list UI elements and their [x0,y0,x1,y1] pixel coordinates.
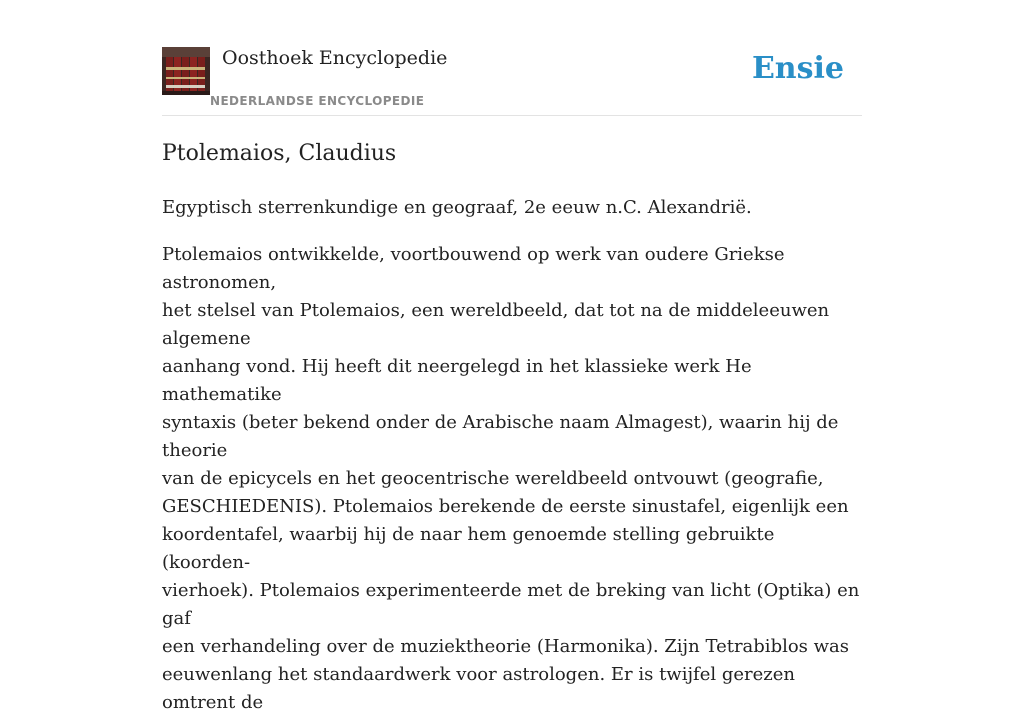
article-title: Ptolemaios, Claudius [162,141,397,166]
article [162,138,866,717]
article-body: Ptolemaios ontwikkelde, voortbouwend op werk van oudere Griekse astronomen, het stelsel van Ptolemaios, een wereldbeeld, dat tot na de middeleeuwen algemene aanhang vond. Hij heeft dit neergelegd in het klassieke werk He mathematike syntaxis (beter bekend onder de Arabische naam Almagest), waarin hij de theorie van de epicycels en het geocentrische wereldbeeld ontvouwt (geografie, GESCHIEDENIS). Ptolemaios berekende de eerste sinustafel, eigenlijk een koordentafel, waarbij hij de naar hem genoemde stelling gebruikte (koorden- vierhoek). Ptolemaios experimenteerde met de breking van licht (Optika) en gaf een verhandeling over de muziektheorie (Harmonika). Zijn Tetrabiblos was eeuwenlang het standaardwerk voor astrologen. Er is twijfel gerezen omtrent de [162,244,860,713]
article-lead: Egyptisch sterrenkundige en geograaf, 2e eeuw n.C. Alexandrië. [162,197,752,218]
site-header [162,0,862,116]
site-subtitle: NEDERLANDSE ENCYCLOPEDIE [210,94,425,108]
encyclopedia-books-icon[interactable] [162,47,210,95]
site-title[interactable]: Oosthoek Encyclopedie [222,47,448,69]
ensie-logo-link[interactable]: Ensie [751,51,844,86]
